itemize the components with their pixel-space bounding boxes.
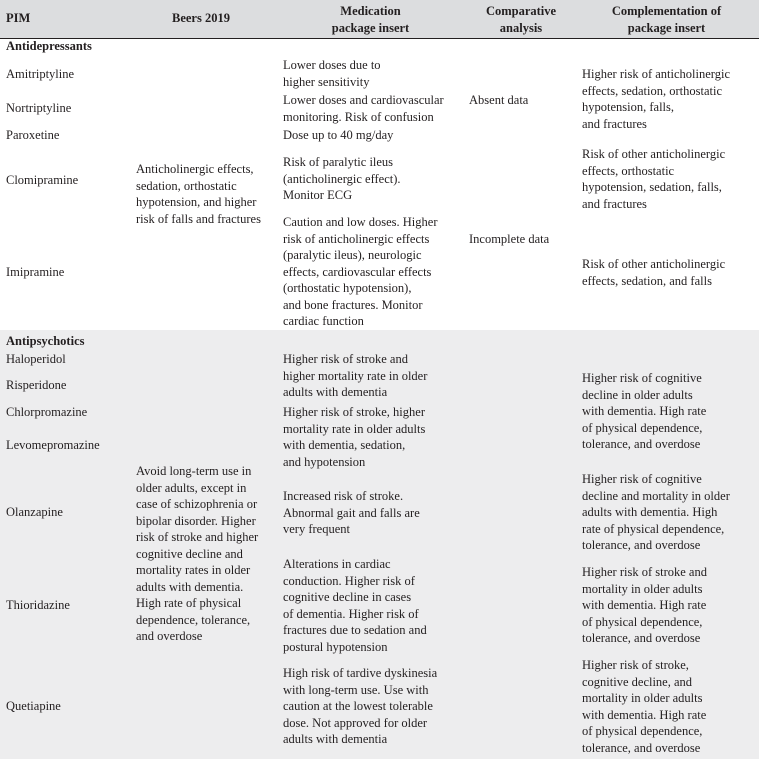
drug-chlorpromazine: Chlorpromazine	[6, 405, 88, 419]
text-line: (orthostatic hypotension),	[283, 281, 412, 295]
text-line: of physical dependence,	[582, 724, 703, 738]
text-line: postural hypotension	[283, 639, 388, 654]
text-line: decline and mortality in older	[582, 488, 730, 503]
text-line: Lower doses due to	[283, 58, 381, 72]
complement-antidepressants-group1	[582, 66, 730, 132]
text-line: Abnormal gait and falls are	[283, 505, 420, 520]
text-line: bipolar disorder. Higher	[136, 513, 256, 528]
text-line: Caution and low doses. Higher	[283, 215, 438, 229]
header-pim: PIM	[6, 11, 31, 25]
text-line: Risk of other anticholinergic	[582, 147, 726, 161]
text-line: dependence, tolerance,	[136, 612, 251, 627]
insert-imipramine	[283, 214, 438, 330]
header-line: analysis	[499, 20, 543, 35]
text-line: tolerance, and overdose	[582, 538, 701, 552]
beers-antidepressants	[136, 161, 261, 227]
text-line: case of schizophrenia or	[136, 497, 258, 511]
text-line: Increased risk of stroke.	[283, 489, 404, 503]
header-line: Complementation of	[611, 4, 722, 18]
text-line: of physical dependence,	[582, 614, 703, 629]
text-line: Higher risk of stroke and	[582, 565, 707, 579]
complement-antipsychotics-group1	[582, 370, 706, 453]
drug-quetiapine: Quetiapine	[6, 699, 61, 713]
text-line: conduction. Higher risk of	[283, 573, 415, 588]
section-title-antipsychotics: Antipsychotics	[6, 334, 85, 348]
text-line: monitoring. Risk of confusion	[283, 109, 434, 124]
insert-amitriptyline	[283, 57, 381, 90]
text-line: with long-term use. Use with	[283, 682, 429, 697]
text-line: mortality rate in older adults	[283, 421, 426, 436]
header-insert	[283, 3, 458, 36]
text-line: (paralytic ileus), neurologic	[283, 248, 422, 262]
text-line: dose. Not approved for older	[283, 715, 428, 730]
text-line: Risk of other anticholinergic	[582, 257, 726, 271]
text-line: risk of anticholinergic effects	[283, 231, 430, 246]
drug-paroxetine: Paroxetine	[6, 128, 60, 142]
text-line: and hypotension	[283, 454, 366, 469]
text-line: mortality in older adults	[582, 581, 703, 596]
section-title-antidepressants: Antidepressants	[6, 39, 92, 53]
text-line: hypotension, falls,	[582, 100, 675, 114]
header-line: Comparative	[485, 4, 557, 18]
text-line: Higher risk of anticholinergic	[582, 67, 730, 81]
text-line: mortality in older adults	[582, 691, 703, 705]
text-line: and fractures	[582, 196, 647, 211]
comparative-absent: Absent data	[469, 93, 529, 107]
insert-thioridazine	[283, 556, 427, 655]
text-line: Higher risk of stroke,	[582, 658, 689, 672]
text-line: risk of stroke and higher	[136, 530, 259, 544]
header-line: package insert	[331, 20, 410, 35]
comparative-incomplete: Incomplete data	[469, 232, 550, 246]
text-line: Dose up to 40 mg/day	[283, 128, 394, 142]
text-line: and fractures	[582, 116, 647, 131]
drug-nortriptyline: Nortriptyline	[6, 101, 72, 115]
text-line: Higher risk of cognitive	[582, 472, 702, 486]
text-line: very frequent	[283, 522, 350, 536]
text-line: higher mortality rate in older	[283, 368, 428, 383]
text-line: caution at the lowest tolerable	[283, 699, 433, 713]
text-line: effects, sedation, and falls	[582, 273, 712, 288]
drug-amitriptyline: Amitriptyline	[6, 67, 75, 81]
header-line: package insert	[627, 20, 706, 35]
drug-imipramine: Imipramine	[6, 265, 65, 279]
text-line: and bone fractures. Monitor	[283, 297, 423, 312]
text-line: adults with dementia	[283, 732, 388, 746]
drug-clomipramine: Clomipramine	[6, 173, 79, 187]
text-line: sedation, orthostatic	[136, 178, 237, 193]
insert-quetiapine	[283, 665, 437, 748]
text-line: Anticholinergic effects,	[136, 162, 254, 176]
drug-risperidone: Risperidone	[6, 378, 67, 392]
drug-haloperidol: Haloperidol	[6, 352, 66, 366]
drug-levomepromazine: Levomepromazine	[6, 438, 100, 452]
text-line: with dementia. High rate	[582, 404, 707, 418]
text-line: High rate of physical	[136, 596, 242, 610]
text-line: High risk of tardive dyskinesia	[283, 666, 438, 680]
text-line: cognitive decline and	[136, 546, 243, 561]
header-comparative	[466, 3, 576, 36]
text-line: older adults, except in	[136, 480, 247, 495]
text-line: with dementia. High rate	[582, 707, 707, 722]
complement-clomipramine	[582, 146, 725, 212]
text-line: decline in older adults	[582, 387, 693, 402]
text-line: rate of physical dependence,	[582, 521, 725, 536]
text-line: adults with dementia.	[136, 579, 244, 594]
insert-olanzapine	[283, 488, 420, 538]
text-line: cognitive decline in cases	[283, 590, 412, 604]
text-line: higher sensitivity	[283, 74, 370, 89]
text-line: Lower doses and cardiovascular	[283, 93, 444, 107]
insert-clomipramine	[283, 154, 401, 204]
text-line: adults with dementia. High	[582, 505, 718, 519]
header-complementation	[584, 3, 749, 36]
text-line: effects, orthostatic	[582, 163, 675, 178]
text-line: tolerance, and overdose	[582, 437, 701, 451]
text-line: of physical dependence,	[582, 420, 703, 435]
text-line: effects, cardiovascular effects	[283, 264, 432, 279]
text-line: fractures due to sedation and	[283, 623, 427, 637]
text-line: and overdose	[136, 629, 203, 643]
text-line: risk of falls and fractures	[136, 211, 261, 226]
text-line: tolerance, and overdose	[582, 631, 701, 645]
header-line: Medication	[340, 4, 401, 18]
text-line: tolerance, and overdose	[582, 740, 701, 755]
insert-nortriptyline	[283, 92, 444, 125]
header-beers: Beers 2019	[172, 11, 230, 25]
text-line: Higher risk of cognitive	[582, 371, 702, 385]
text-line: Monitor ECG	[283, 188, 353, 202]
text-line: Risk of paralytic ileus	[283, 155, 394, 169]
complement-imipramine	[582, 256, 725, 289]
text-line: cognitive decline, and	[582, 674, 693, 689]
text-line: of dementia. Higher risk of	[283, 606, 419, 621]
drug-thioridazine: Thioridazine	[6, 598, 70, 612]
insert-antipsychotics-group1	[283, 351, 427, 401]
text-line: with dementia, sedation,	[283, 438, 406, 452]
complement-quetiapine	[582, 657, 706, 756]
text-line: cardiac function	[283, 314, 364, 328]
text-line: (anticholinergic effect).	[283, 171, 401, 186]
insert-paroxetine	[283, 127, 393, 144]
text-line: mortality rates in older	[136, 563, 251, 577]
text-line: effects, sedation, orthostatic	[582, 83, 723, 98]
text-line: adults with dementia	[283, 385, 388, 399]
text-line: Alterations in cardiac	[283, 557, 391, 571]
complement-thioridazine	[582, 564, 707, 647]
text-line: hypotension, sedation, falls,	[582, 180, 722, 194]
text-line: hypotension, and higher	[136, 195, 257, 209]
text-line: Higher risk of stroke, higher	[283, 405, 425, 419]
drug-olanzapine: Olanzapine	[6, 505, 63, 519]
text-line: with dementia. High rate	[582, 598, 707, 612]
insert-antipsychotics-group2	[283, 404, 425, 470]
text-line: Higher risk of stroke and	[283, 352, 408, 366]
complement-olanzapine	[582, 471, 730, 554]
beers-antipsychotics	[136, 463, 258, 645]
text-line: Avoid long-term use in	[136, 464, 252, 478]
